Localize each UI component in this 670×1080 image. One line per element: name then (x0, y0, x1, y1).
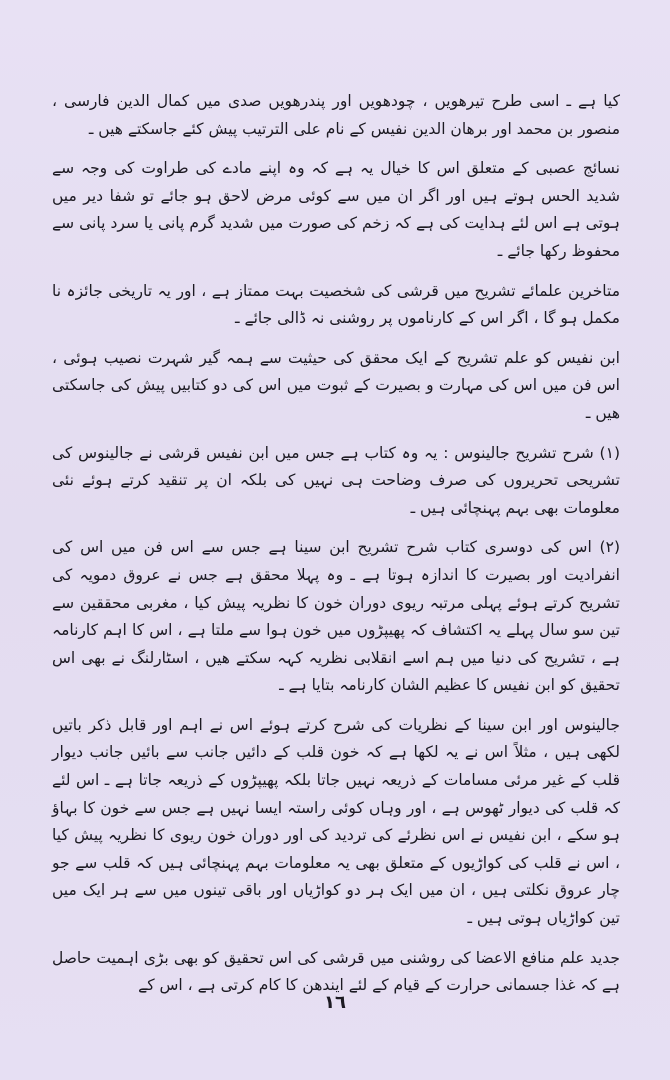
paragraph: جالینوس اور ابن سینا کے نظریات کی شرح کرتے ہوئے اس نے اہم اور قابل ذکر باتیں لکھی ہیں ، مثلاً اس نے یہ لکھا ہے کہ خون قلب کے دائیں جانب سے بائیں جانب دیوار قلب کے غیر مرئی مسامات کے ذریعہ نہیں جاتا بلکہ پھیپڑوں کے ذریعہ جاتا ہے ـ اس لئے کہ قلب کی دیوار ٹھوس ہے ، اور وہاں کوئی راستہ ایسا نہیں ہے جس سے خون کا بہاؤ ہو سکے ، ابن نفیس نے اس نظرئے کی تردید کی اور دوران خون ریوی کا نظریہ پیش کیا ، اس نے قلب کی کواڑیوں کے متعلق بھی یہ معلومات بہم پہنچائی ہیں کہ قلب سے جو چار عروق نکلتی ہیں ، ان میں ایک ہر دو کواڑیاں اور باقی تینوں میں سے ہر ایک میں تین کواڑیاں ہوتی ہیں ـ (52, 715, 620, 928)
paragraph: ابن نفیس کو علم تشریح کے ایک محقق کی حیثیت سے ہمہ گیر شہرت نصیب ہوئی ، اس فن میں اس کی مہارت و بصیرت کے ثبوت میں اس کی دو کتابیں پیش کی جاسکتی ھیں ـ (52, 348, 620, 422)
paragraph: نسائج عصبی کے متعلق اس کا خیال یہ ہے کہ وہ اپنے مادے کی طراوت کی وجہ سے شدید الحس ہوتے ہیں اور اگر ان میں سے کوئی مرض لاحق ہو جائے تو شفا دیر میں ہوتی ہے اس لئے ہدایت کی ہے کہ زخم کی صورت میں شدید گرم پانی یا سرد پانی سے محفوظ رکھا جائے ـ (52, 159, 620, 260)
page-number: ١٦ (324, 992, 346, 1013)
paragraph: كيا ہے ـ اسی طرح تیرھویں ، چودھویں اور پندرھویں صدی میں کمال الدین فارسی ، منصور بن محمد اور برھان الدین نفیس کے نام علی الترتیب پیش کئے جاسکتے ھیں ـ (52, 92, 620, 138)
paragraph: متاخرین علمائے تشریح میں قرشی کی شخصیت بہت ممتاز ہے ، اور یہ تاریخی جائزہ نا مکمل ہو گا ، اگر اس کے کارناموں پر روشنی نہ ڈالی جائے ـ (52, 281, 620, 328)
paragraph: (۲) اس کی دوسری کتاب شرح تشریح ابن سینا ہے جس سے اس فن میں اس کی انفرادیت اور بصیرت کا اندازہ ہوتا ہے ـ وہ پہلا محقق ہے جس نے عروق دمویہ کی تشریح کرتے ہوئے پہلی مرتبہ ریوی دوران خون کا نظریہ پیش کیا ، مغربی محققین سے تین سو سال پہلے یہ اکتشاف کہ پھیپڑوں میں خون ہوا سے ملتا ہے ، اس کا اہم کارنامہ ہے ، تشریح کی دنیا میں ہم اسے انقلابی نظریہ کہہ سکتے ھیں ، اسٹارلنگ نے بھی اس تحقیق کو ابن نفیس کا عظیم الشان کارنامہ بتایا ہے ـ (52, 538, 620, 695)
body-text (52, 88, 620, 1000)
paragraph: (۱) شرح تشریح جالینوس : یہ وہ کتاب ہے جس میں ابن نفیس قرشی نے جالینوس کی تشریحی تحریروں کی صرف وضاحت ہی نہیں کی بلکہ ان پر تنقید کرتے ہوئے نئی معلومات بھی بہم پہنچائی ہیں ـ (52, 443, 620, 517)
paragraph: جدید علم منافع الاعضا کی روشنی میں قرشی کی اس تحقیق کو بھی بڑی اہمیت حاصل ہے کہ غذا جسمانی حرارت کے قیام کے لئے ایندھن کا کام کرتی ہے ، اس کے (52, 948, 620, 995)
